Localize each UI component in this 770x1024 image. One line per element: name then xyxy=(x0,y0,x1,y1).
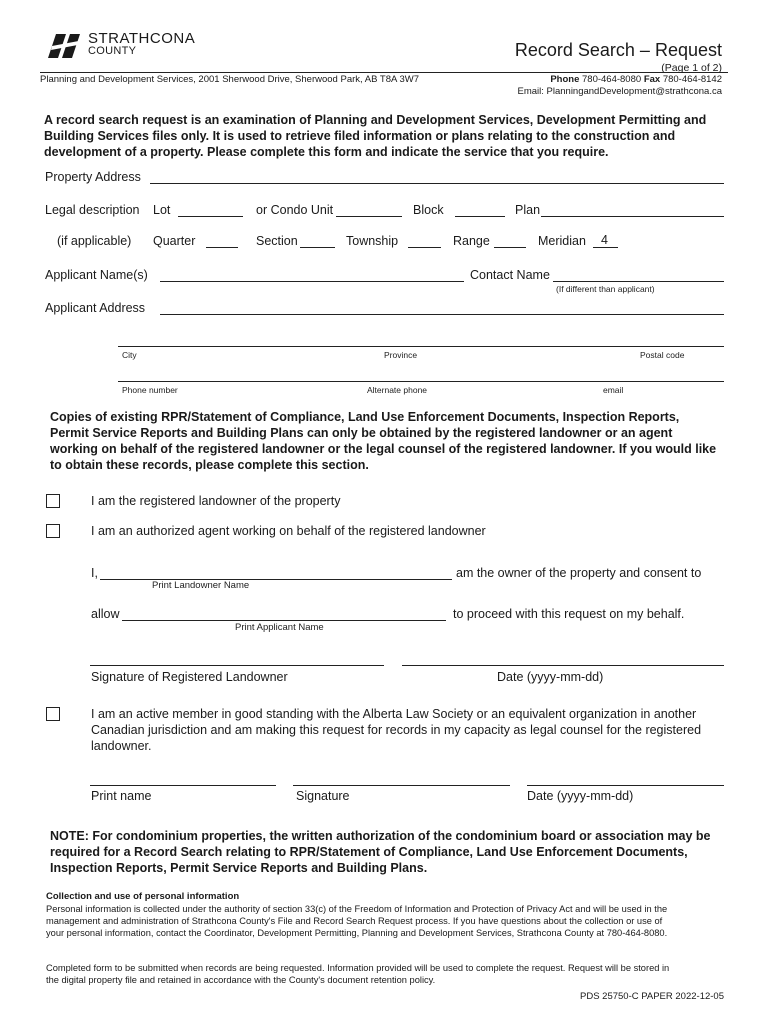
signature-landowner-label: Signature of Registered Landowner xyxy=(91,670,288,684)
meridian-value: 4 xyxy=(601,233,608,247)
consent-owner-text: am the owner of the property and consent to xyxy=(456,566,702,580)
landowner-checkbox[interactable] xyxy=(46,494,60,508)
condo-note xyxy=(50,828,740,876)
copies-line: working on behalf of the registered landowner or the legal counsel of the registered landowner. If you would like xyxy=(50,442,717,456)
block-label: Block xyxy=(413,203,444,217)
phone-value: 780-464-8080 xyxy=(582,74,642,85)
note-line: required for a Record Search relating to RPR/Statement of Compliance, Land Use Enforcement Documents, xyxy=(50,845,688,859)
legal-counsel-text xyxy=(91,706,731,754)
note-line: NOTE: For condominium properties, the written authorization of the condominium board or association may be xyxy=(50,829,711,843)
contact-name-field[interactable] xyxy=(553,281,724,282)
property-address-label: Property Address xyxy=(45,170,141,184)
condo-unit-label: or Condo Unit xyxy=(256,203,334,217)
phone-fax xyxy=(550,74,722,85)
privacy-line: your personal information, contact the Coordinator, Development Permitting, Planning and Development Services, Strathcona County at 780-464-8080. xyxy=(46,928,668,938)
header-rule xyxy=(40,72,728,73)
email-label: email xyxy=(603,385,624,395)
lot-field[interactable] xyxy=(178,216,243,217)
print-name-label: Print name xyxy=(91,789,152,803)
legal-counsel-checkbox[interactable] xyxy=(46,707,60,721)
alternate-phone-label: Alternate phone xyxy=(367,385,428,395)
legal-description-label: Legal description xyxy=(45,203,140,217)
date-label: Date (yyyy-mm-dd) xyxy=(497,670,604,684)
meridian-field[interactable] xyxy=(593,247,618,248)
plan-label: Plan xyxy=(515,203,541,217)
township-label: Township xyxy=(346,234,399,248)
consent-i-label: I, xyxy=(91,566,98,580)
submission-line: the digital property file and retained in accordance with the County's document retention policy. xyxy=(46,975,436,985)
agent-option-label: I am an authorized agent working on behalf of the registered landowner xyxy=(91,524,486,538)
print-applicant-name-label: Print Applicant Name xyxy=(235,622,324,633)
section-field[interactable] xyxy=(300,247,335,248)
fax-label: Fax xyxy=(643,74,661,85)
fax-value: 780-464-8142 xyxy=(662,74,722,85)
legal-counsel-line: I am an active member in good standing with the Alberta Law Society or an equivalent organization in another xyxy=(91,707,697,721)
privacy-heading: Collection and use of personal information xyxy=(46,891,240,902)
submission-note xyxy=(46,962,669,986)
form-code: PDS 25750-C PAPER 2022-12-05 xyxy=(580,991,724,1002)
logo-mark-icon xyxy=(46,32,86,60)
copies-line: Permit Service Reports and Building Plans can only be obtained by the registered landowner or an agent xyxy=(50,426,673,440)
legal-counsel-line: landowner. xyxy=(91,739,152,753)
applicant-address-field[interactable] xyxy=(160,314,724,315)
phone-alt-email-field[interactable] xyxy=(118,381,724,382)
applicant-names-label: Applicant Name(s) xyxy=(45,268,148,282)
landowner-option-label: I am the registered landowner of the property xyxy=(91,494,341,508)
office-address: Planning and Development Services, 2001 Sherwood Drive, Sherwood Park, AB T8A 3W7 xyxy=(40,74,419,85)
applicant-name-field[interactable] xyxy=(122,620,446,621)
province-label: Province xyxy=(384,350,418,360)
quarter-field[interactable] xyxy=(206,247,238,248)
privacy-text xyxy=(46,903,667,939)
quarter-label: Quarter xyxy=(153,234,196,248)
counsel-date-field[interactable] xyxy=(527,785,724,786)
meridian-label: Meridian xyxy=(538,234,586,248)
property-address-field[interactable] xyxy=(150,183,724,184)
signature-field[interactable] xyxy=(293,785,510,786)
office-email: Email: PlanningandDevelopment@strathcona.ca xyxy=(517,86,722,97)
if-applicable-label: (if applicable) xyxy=(57,234,132,248)
intro-line: A record search request is an examination of Planning and Development Services, Development Permitting and xyxy=(44,113,707,127)
copies-text xyxy=(50,409,740,473)
proceed-text: to proceed with this request on my behalf. xyxy=(453,607,685,621)
condo-unit-field[interactable] xyxy=(336,216,402,217)
postal-code-label: Postal code xyxy=(640,350,685,360)
phone-number-label: Phone number xyxy=(122,385,178,395)
landowner-date-field[interactable] xyxy=(402,665,724,666)
copies-line: to obtain these records, please complete this section. xyxy=(50,458,369,472)
range-field[interactable] xyxy=(494,247,526,248)
phone-label: Phone xyxy=(550,74,580,85)
note-line: Inspection Reports, Permit Service Reports and Building Plans. xyxy=(50,861,428,875)
block-field[interactable] xyxy=(455,216,505,217)
privacy-line: management and administration of Strathcona County's File and Record Search Request process. If you have questions about the collection or use of xyxy=(46,916,663,926)
plan-field[interactable] xyxy=(541,216,724,217)
section-label: Section xyxy=(256,234,298,248)
copies-line: Copies of existing RPR/Statement of Compliance, Land Use Enforcement Documents, Inspection Reports, xyxy=(50,410,680,424)
submission-line: Completed form to be submitted when records are being requested. Information provided will be used to complete the request. Request will be stored in xyxy=(46,963,670,973)
counsel-date-label: Date (yyyy-mm-dd) xyxy=(527,789,634,803)
lot-label: Lot xyxy=(153,203,171,217)
logo-line1: STRATHCONA xyxy=(88,30,196,47)
signature-label: Signature xyxy=(296,789,350,803)
applicant-address-label: Applicant Address xyxy=(45,301,146,315)
applicant-names-field[interactable] xyxy=(160,281,464,282)
intro-line: Building Services files only. It is used to retrieve filed information or plans relating to the construction and xyxy=(44,129,676,143)
allow-label: allow xyxy=(91,607,120,621)
city-label: City xyxy=(122,350,137,360)
city-province-postal-field[interactable] xyxy=(118,346,724,347)
township-field[interactable] xyxy=(408,247,441,248)
if-different-note: (If different than applicant) xyxy=(556,284,655,294)
legal-counsel-line: Canadian jurisdiction and am making this request for records in my capacity as legal counsel for the registered xyxy=(91,723,702,737)
intro-line: development of a property. Please complete this form and indicate the service that you require. xyxy=(44,145,609,159)
intro-text xyxy=(44,112,734,160)
print-landowner-name-label: Print Landowner Name xyxy=(152,580,250,591)
contact-name-label: Contact Name xyxy=(470,268,550,282)
agent-checkbox[interactable] xyxy=(46,524,60,538)
form-title: Record Search – Request xyxy=(514,40,722,60)
logo-line2: COUNTY xyxy=(88,45,137,57)
page-indicator: (Page 1 of 2) xyxy=(661,62,722,74)
landowner-signature-field[interactable] xyxy=(90,665,384,666)
range-label: Range xyxy=(453,234,490,248)
privacy-line: Personal information is collected under the authority of section 33(c) of the Freedom of Information and Protection of Privacy Act and will be used in the xyxy=(46,904,668,914)
print-name-field[interactable] xyxy=(90,785,276,786)
